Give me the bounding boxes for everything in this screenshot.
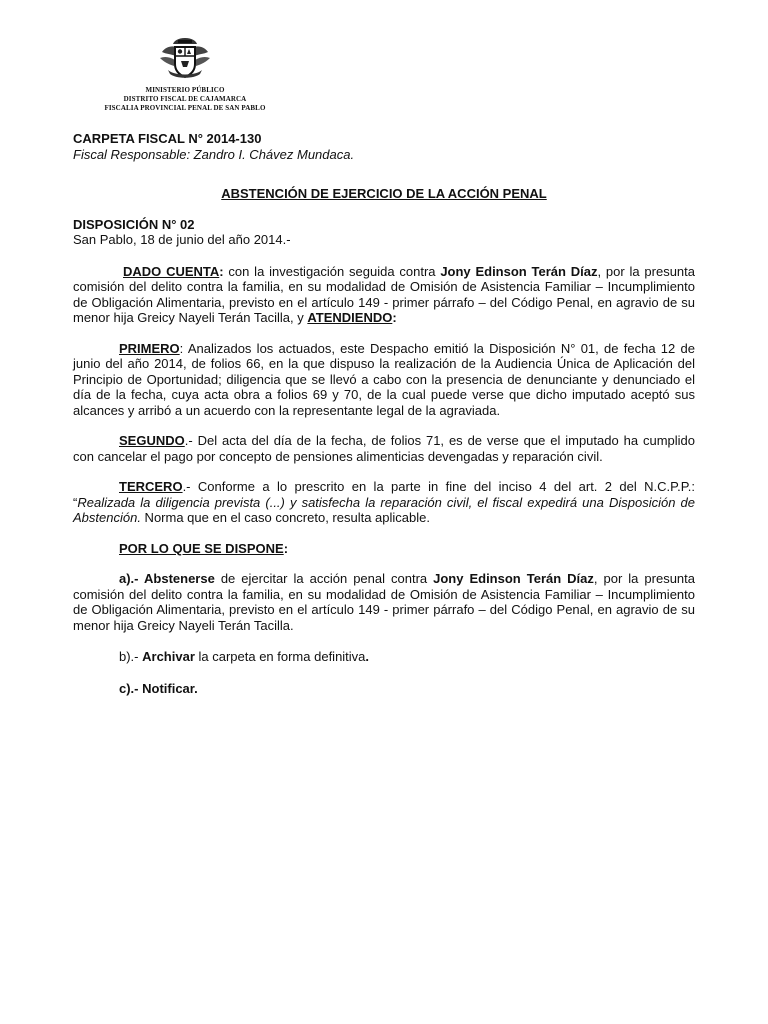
atendiendo-colon: :: [392, 310, 397, 325]
item-a-name: Jony Edinson Terán Díaz: [433, 571, 594, 586]
primero-text: : Analizados los actuados, este Despacho emitió la Disposición N° 01, de fecha 12 de junio del año 2014, de folios 66, en la que dispuso la realización de la Audiencia Única de Aplicación del Principio de Oportunidad; diligencia que se llevó a cabo con la presencia de denunciante y denunciado el día de la fecha, cuya acta obra a folios 69 y 70, de la cual puede verse que dicho imputado aceptó sus alcances y arribó a un acuerdo con la representante legal de la agraviada.: [73, 340, 695, 418]
item-c: c).- Notificar.: [119, 680, 198, 696]
dado-cuenta-text-1: con la investigación seguida contra: [223, 263, 441, 279]
letterhead: [96, 36, 274, 113]
paragraph-dado-cuenta: [73, 264, 695, 326]
item-b-prefix: b).-: [119, 649, 143, 664]
case-number: CARPETA FISCAL N° 2014-130: [73, 131, 262, 146]
tercero-label: TERCERO: [119, 479, 183, 494]
primero-label: PRIMERO: [119, 340, 180, 356]
accused-name: Jony Edinson Terán Díaz: [440, 263, 598, 279]
office-name: FISCALIA PROVINCIAL PENAL DE SAN PABLO: [104, 104, 266, 112]
dispone-colon: :: [283, 540, 289, 556]
item-a-label: a).- Abstenerse: [119, 571, 215, 586]
responsible-prosecutor: Fiscal Responsable: Zandro I. Chávez Mundaca.: [73, 146, 355, 162]
document-title: ABSTENCIÓN DE EJERCICIO DE LA ACCIÓN PENAL: [221, 186, 547, 201]
dado-cuenta-colon: :: [219, 263, 224, 279]
institution-name: MINISTERIO PÚBLICO: [145, 86, 225, 94]
disposition-number: DISPOSICIÓN N° 02: [73, 216, 195, 232]
document-body: [73, 131, 695, 696]
place-date: San Pablo, 18 de junio del año 2014.-: [73, 232, 291, 247]
dispone-heading: [73, 541, 695, 557]
coat-of-arms-seal-icon: [156, 36, 214, 80]
district-name: DISTRITO FISCAL DE CAJAMARCA: [123, 95, 247, 103]
segundo-text: .- Del acta del día de la fecha, de folios 71, es de verse que el imputado ha cumplido con cancelar el pago por concepto de pensiones alimenticias devengadas y reparación civil.: [73, 433, 695, 464]
atendiendo-label: ATENDIENDO: [307, 310, 393, 325]
dado-cuenta-label: DADO CUENTA: [123, 263, 220, 279]
paragraph-segundo: [73, 433, 695, 464]
item-b-dot: .: [365, 649, 370, 664]
dispone-label: POR LO QUE SE DISPONE: [119, 540, 284, 556]
tercero-text-2: Norma que en el caso concreto, resulta aplicable.: [140, 510, 430, 525]
paragraph-primero: [73, 341, 695, 419]
item-b: [73, 649, 695, 665]
item-a-text-1: de ejercitar la acción penal contra: [214, 571, 434, 586]
paragraph-tercero: [73, 479, 695, 526]
item-a: [73, 571, 695, 633]
item-b-text: la carpeta en forma definitiva: [194, 649, 366, 664]
tercero-text-1: .- Conforme a lo prescrito en la parte in fine del inciso 4 del art. 2 del N.C.P.P.: “: [73, 479, 695, 510]
tercero-quote: Realizada la diligencia prevista (...) y satisfecha la reparación civil, el fiscal expedirá una Disposición de Abstención.: [73, 494, 695, 525]
item-b-bold: Archivar: [142, 649, 195, 664]
segundo-label: SEGUNDO: [119, 433, 185, 448]
dado-cuenta-text-2: , por la presunta comisión del delito contra la familia, en su modalidad de Omisión de Asistencia Familiar – Incumplimiento de Obligación Alimentaria, previsto en el artículo 149 - primer párrafo – del Código Penal, en agravio de su menor hija Greicy Nayeli Terán Tacilla, y: [73, 263, 696, 325]
item-a-text-2: , por la presunta comisión del delito contra la familia, en su modalidad de Omisión de Asistencia Familiar – Incumplimiento de Obligación Alimentaria, previsto en el artículo 149 - primer párrafo – del Código Penal, en agravio de su menor hija Greicy Nayeli Terán Tacilla.: [73, 571, 695, 633]
